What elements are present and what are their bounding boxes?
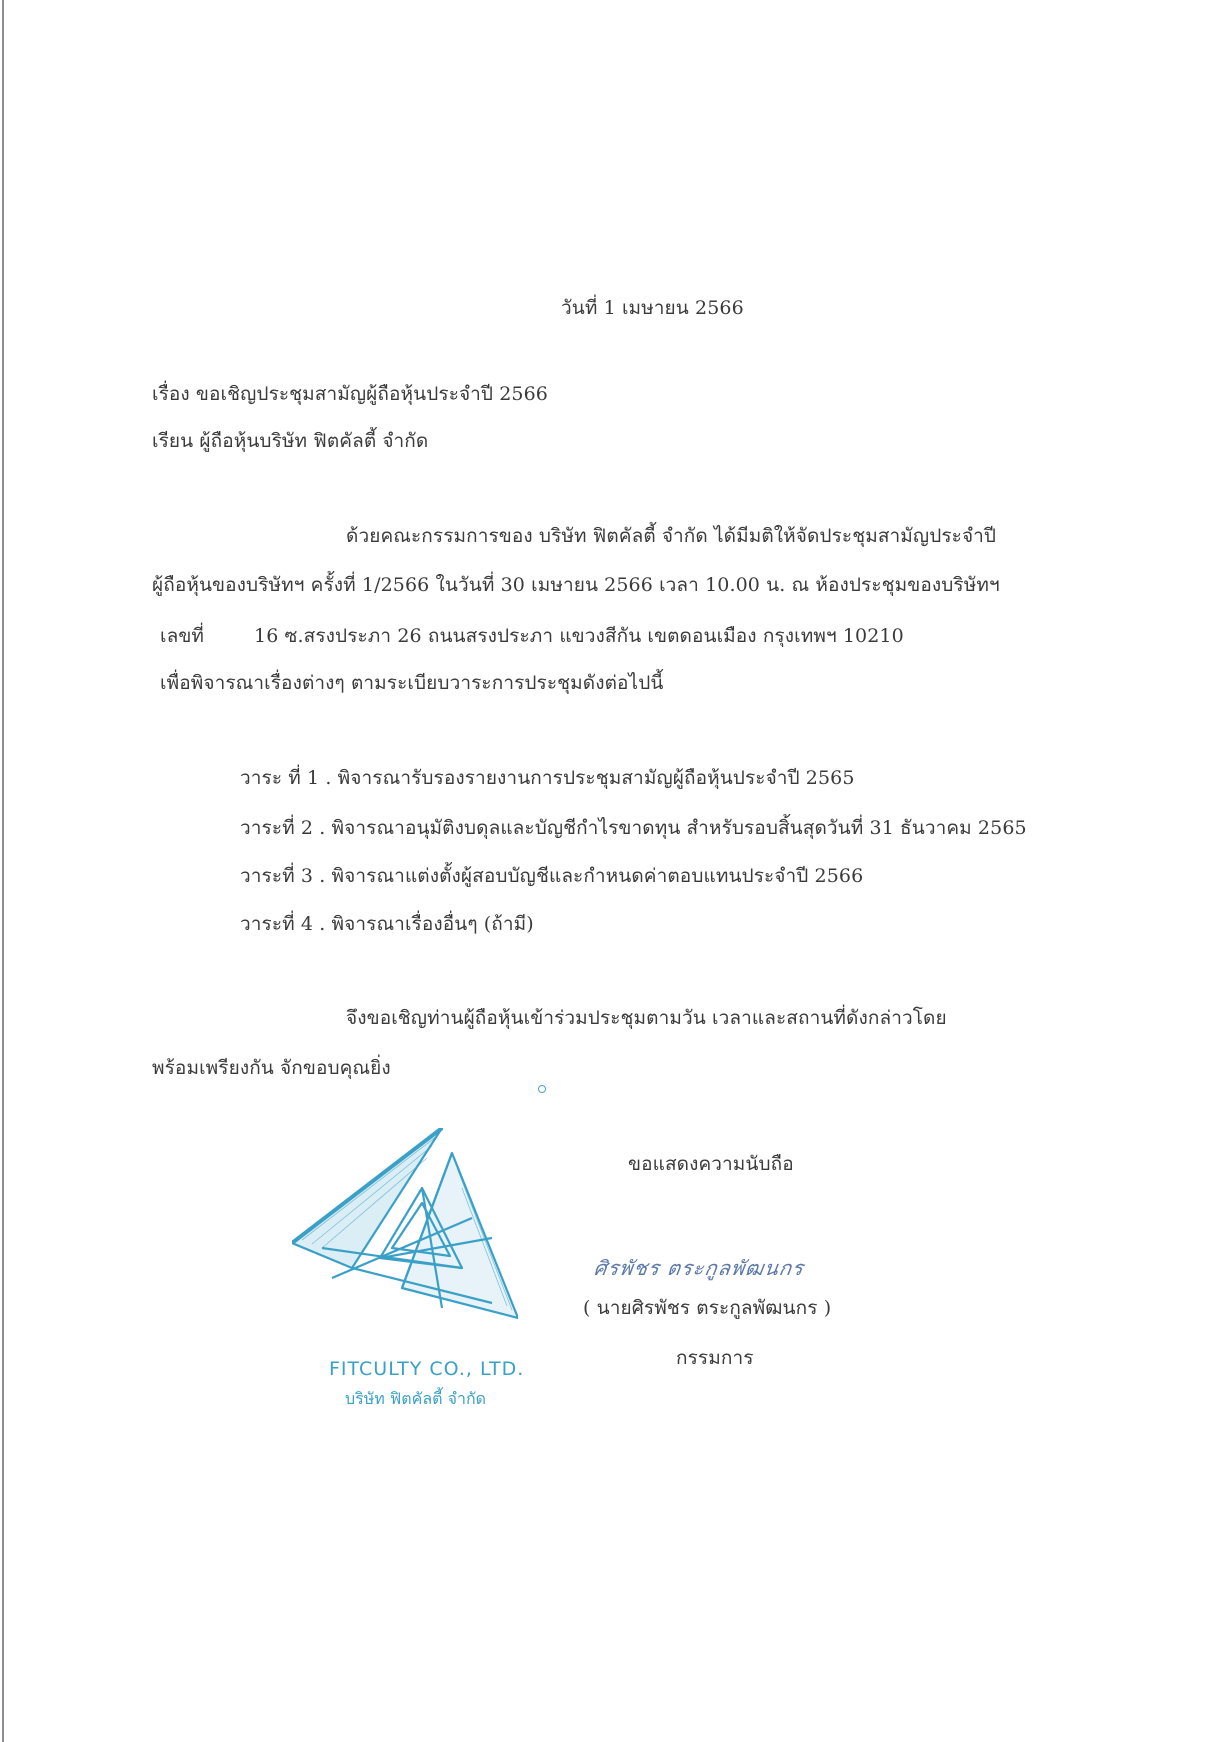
stamp-company-th: บริษัท ฟิตคัลตี้ จำกัด bbox=[345, 1389, 487, 1408]
agenda-item-3: วาระที่ 3 . พิจารณาแต่งตั้งผู้สอบบัญชีและกำหนดค่าตอบแทนประจำปี 2566 bbox=[240, 865, 864, 887]
body-line-2: ผู้ถือหุ้นของบริษัทฯ ครั้งที่ 1/2566 ในวันที่ 30 เมษายน 2566 เวลา 10.00 น. ณ ห้องประชุมของบริษัทฯ bbox=[152, 574, 1000, 596]
ink-speck bbox=[538, 1085, 546, 1093]
address-label: เลขที่ bbox=[160, 625, 205, 647]
conclusion-line-2: พร้อมเพรียงกัน จักขอบคุณยิ่ง bbox=[152, 1057, 391, 1079]
letter-subject: เรื่อง ขอเชิญประชุมสามัญผู้ถือหุ้นประจำปี 2566 bbox=[152, 383, 548, 405]
scan-edge bbox=[2, 0, 4, 1742]
agenda-item-2: วาระที่ 2 . พิจารณาอนุมัติงบดุลและบัญชีกำไรขาดทุน สำหรับรอบสิ้นสุดวันที่ 31 ธันวาคม 2565 bbox=[240, 817, 1027, 839]
signatory-title: กรรมการ bbox=[676, 1347, 754, 1369]
conclusion-line-1: จึงขอเชิญท่านผู้ถือหุ้นเข้าร่วมประชุมตามวัน เวลาและสถานที่ดังกล่าวโดย bbox=[346, 1007, 947, 1029]
body-line-1: ด้วยคณะกรรมการของ บริษัท ฟิตคัลตี้ จำกัด ได้มีมติให้จัดประชุมสามัญประจำปี bbox=[346, 525, 997, 547]
letter-recipient: เรียน ผู้ถือหุ้นบริษัท ฟิตคัลตี้ จำกัด bbox=[152, 430, 429, 452]
handwritten-signature: ศิรพัชร ตระกูลพัฒนกร bbox=[592, 1256, 806, 1280]
stamp-company-en: FITCULTY CO., LTD. bbox=[329, 1358, 525, 1380]
signatory-name: ( นายศิรพัชร ตระกูลพัฒนกร ) bbox=[583, 1297, 832, 1319]
company-stamp-logo bbox=[292, 1128, 518, 1321]
body-line-4: เพื่อพิจารณาเรื่องต่างๆ ตามระเบียบวาระการประชุมดังต่อไปนี้ bbox=[160, 672, 664, 694]
letter-date: วันที่ 1 เมษายน 2566 bbox=[561, 297, 744, 319]
closing-salutation: ขอแสดงความนับถือ bbox=[628, 1153, 794, 1175]
agenda-item-4: วาระที่ 4 . พิจารณาเรื่องอื่นๆ (ถ้ามี) bbox=[240, 913, 534, 935]
address-value: 16 ซ.สรงประภา 26 ถนนสรงประภา แขวงสีกัน เขตดอนเมือง กรุงเทพฯ 10210 bbox=[254, 625, 904, 647]
agenda-item-1: วาระ ที่ 1 . พิจารณารับรองรายงานการประชุมสามัญผู้ถือหุ้นประจำปี 2565 bbox=[240, 767, 855, 789]
